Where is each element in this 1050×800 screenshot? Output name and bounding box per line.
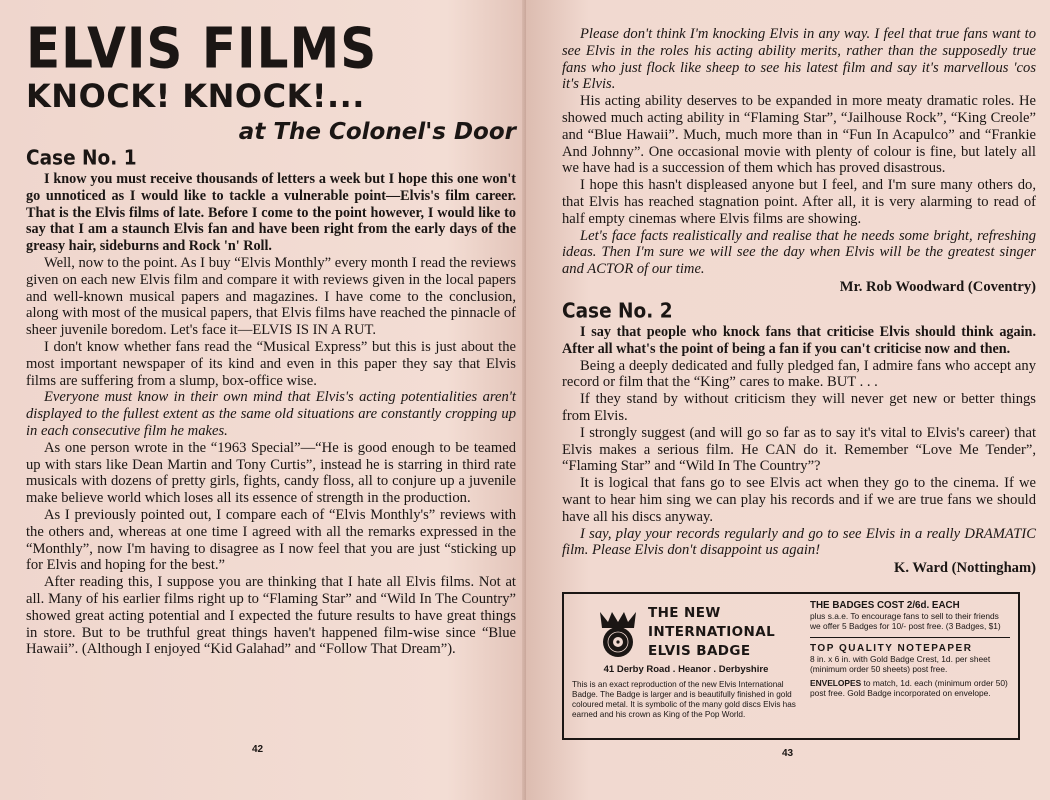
ad-description: This is an exact reproduction of the new Elvis International Badge. The Badge is larger and is beautifully finished in gold coloured metal. It is symbolic of the many gold discs Elvis has earned and his crown as King of the Pop World. [572,680,796,719]
ad-title-line: THE NEW [648,605,721,621]
ad-notepaper-heading: TOP QUALITY NOTEPAPER [810,643,973,654]
paragraph-italic: I say, play your records regularly and go to see Elvis in a really DRAMATIC film. Please Elvis don't disappoint us again! [562,525,1036,559]
right-page [526,0,1050,800]
paragraph: I hope this hasn't displeased anyone but I feel, and I'm sure many others do, that Elvis has reached stagnation point. After all, it is very alarming to read of half empty cinemas where Elvis films are showing. [562,177,1036,227]
paragraph: I don't know whether fans read the “Musical Express” but this is just about the most important newspaper of its kind and even in this paper they say that Elvis films are suffering from a slump, box-office wise. [26,338,516,389]
paragraph: His acting ability deserves to be expanded in more meaty dramatic roles. He showed much acting ability in “Flaming Star”, “Jailhouse Rock”, “King Creole” and “Blue Hawaii”. Much, much more than in “Fun In Acapulco” and “Frankie And Johnny”. One occasional movie with plenty of colour is fine, but lately all we have had is a succession of them which has proved disastrous. [562,93,1036,177]
ad-address: 41 Derby Road . Heanor . Derbyshire [603,664,769,675]
crown-record-icon [596,608,640,660]
ad-notepaper-text: 8 in. x 6 in. with Gold Badge Crest, 1d. per sheet (minimum order 50 sheets) post free. [810,654,991,674]
ad-badges-heading: THE BADGES COST 2/6d. EACH [810,600,960,611]
case-2-heading: Case No. 2 [562,300,673,324]
ad-title [648,604,798,661]
paragraph: I strongly suggest (and will go so far as to say it's vital to Elvis's career) that Elvis makes a serious film. He CAN do it. Remember “Love Me Tender”, “Flaming Star” and “Wild In The Country”? [562,424,1036,475]
headline-elvis-films: ELVIS FILMS [26,15,378,81]
page-number-left: 42 [252,744,264,755]
subheadline-colonels-door: at The Colonel's Door [238,119,516,145]
paragraph: It is logical that fans go to see Elvis act when they go to the cinema. If we want to hear him sing we can play his records and if we are true fans we should have all his discs anyway. [562,475,1036,525]
paragraph-italic: Let's face facts realistically and realise that he needs some bright, refreshing ideas. Then I'm sure we will see the day when Elvis will be the greatest singer and ACTOR of our time. [562,227,1036,278]
page-number-right: 43 [782,748,794,759]
paragraph: Being a deeply dedicated and fully pledged fan, I admire fans who accept any record or film that the “King” cares to make. BUT . . . [562,357,1036,391]
headline-knock-knock: KNOCK! KNOCK!... [26,77,365,115]
ad-envelopes [810,678,1010,698]
paragraph-italic: Everyone must know in their own mind that Elvis's acting potentialities aren't displayed to the fullest extent as the same old situations are constantly cropping up in each consecutive film he makes. [26,389,516,439]
ad-right-panel [810,600,1010,698]
ad-divider [810,637,1010,638]
right-column [562,26,1036,580]
ad-envelopes-text: to match, 1d. each (minimum order 50) post free. Gold Badge incorporated on envelope. [810,678,1008,698]
paragraph: As I previously pointed out, I compare each of “Elvis Monthly's” reviews with the others and, whereas at one time I agreed with all the remarks expressed in the “Monthly”, now I'm having to disagree as I now feel that you are just “sticking up for Elvis and hoping for the best.” [26,506,516,574]
badge-advertisement [562,592,1020,740]
signature-woodward: Mr. Rob Woodward (Coventry) [839,278,1036,295]
paragraph: Well, now to the point. As I buy “Elvis Monthly” every month I read the reviews given on each new Elvis film and compare it with reviews given in the local papers and well-known musical papers and magazines. I have come to the conclusion, along with most of the musical papers, that Elvis films have reached the pinnacle of sheer juvenile boredom. Let's face it—ELVIS IS IN A RUT. [26,254,516,339]
signature-ward: K. Ward (Nottingham) [893,560,1036,577]
case-1-intro: I know you must receive thousands of letters a week but I hope this one won't go unnoticed as I would like to tackle a vulnerable point—Elvis's film career. That is the Elvis films of late. Before I come to the point however, I would like to say that I am a staunch Elvis fan and have been right from the early days of the greasy hair, sideburns and Rock 'n' Roll. [26,171,516,255]
ad-title-line: INTERNATIONAL [648,624,776,640]
paragraph: As one person wrote in the “1963 Special”—“He is good enough to be teamed up with stars like Dean Martin and Tony Curtis”, instead he is starring in third rate musicals with dozens of pretty girls, fights, candy floss, all to conjure up a juvenile make believe world which loses all its essence of strength in the production. [26,439,516,507]
paragraph: If they stand by without criticism they will never get new or better things from Elvis. [562,391,1036,424]
paragraph: After reading this, I suppose you are thinking that I hate all Elvis films. Not at all. Many of his earlier films right up to “Flaming Star” and “Wild In The Country” showed great acting potential and I expected the future results to have great things in store. But to be truthful great things haven't happened film-wise since “Blue Hawaii”. (Although I enjoyed “Kid Galahad” and “Follow That Dream”). [26,574,516,658]
left-column [26,14,516,658]
ad-envelopes-heading: ENVELOPES [810,678,862,688]
case-1-heading: Case No. 1 [26,147,137,171]
ad-badges-text: plus s.a.e. To encourage fans to sell to their friends we offer 5 Badges for 10/- post free. (3 Badges, $1) [810,611,1001,631]
paragraph-italic: Please don't think I'm knocking Elvis in any way. I feel that true fans want to see Elvis in the roles his acting ability merits, rather than the supposedly true fans who just flock like sheep to see his latest film and say it's marvellous 'cos it's Elvis. [562,26,1036,93]
ad-title-line: ELVIS BADGE [648,643,751,659]
case-2-intro: I say that people who knock fans that criticise Elvis should think again. After all what's the point of being a fan if you can't criticise now and then. [562,323,1036,357]
